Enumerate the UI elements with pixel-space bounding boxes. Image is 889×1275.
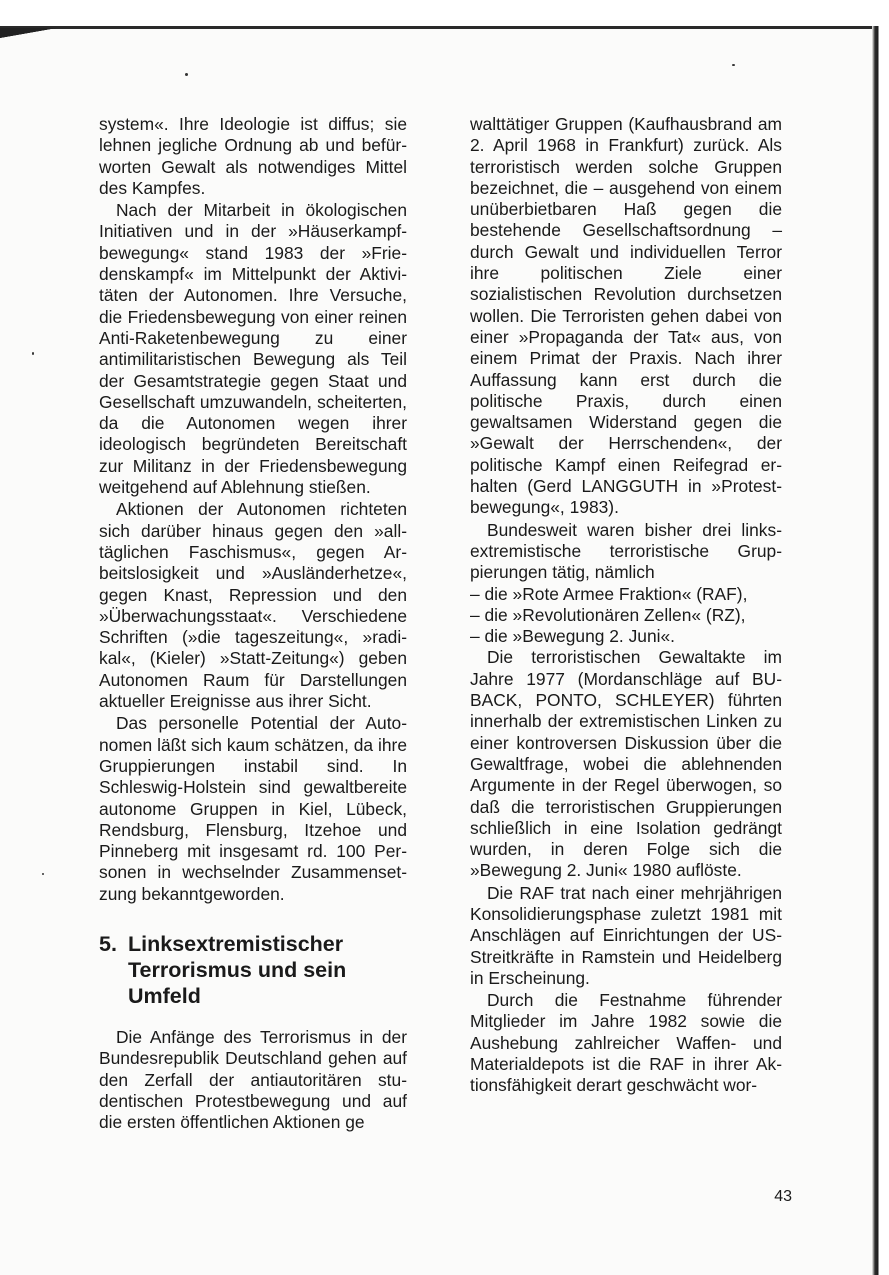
section-heading [99, 931, 407, 1009]
list-item: – die »Rote Armee Fraktion« (RAF), [470, 584, 782, 605]
section-number: 5. [99, 931, 117, 956]
section-title: Linksextremistischer Terrorismus und sein Umfeld [128, 931, 347, 1008]
scan-corner-shadow [0, 28, 70, 44]
paragraph: system«. Ihre Ideologie ist diffus; sie lehnen jegliche Ordnung ab und befürworten Gewalt als notwendiges Mittel des Kampfes. [99, 114, 407, 198]
scan-speck [732, 64, 735, 66]
scan-margin-top [0, 0, 889, 28]
scan-speck [42, 873, 44, 875]
right-column [470, 114, 782, 1097]
paragraph: Das personelle Potential der Autonomen läßt sich kaum schätzen, da ihre Gruppierungen instabil sind. In Schleswig-Holstein sind gewaltbereite autonome Gruppen in Kiel, Lübeck, Rendsburg, Flensburg, Itzehoe und Pinneberg mit insgesamt rd. 100 Personen in wechselnder Zusammensetzung bekanntgeworden. [99, 713, 407, 904]
scan-speck [185, 73, 188, 76]
paragraph: Bundesweit waren bisher drei linksextremistische terroristische Gruppierungen tätig, nämlich [470, 519, 782, 583]
scan-edge-top [0, 26, 874, 29]
paragraph: Nach der Mitarbeit in ökologischen Initiativen und in der »Häuserkampfbewegung« stand 1983 der »Friedenskampf« im Mittelpunkt der Aktivitäten der Autonomen. Ihre Versuche, die Friedensbewegung von einer reinen Anti-Raketenbewegung zu einer antimilitaristischen Bewegung als Teil der Gesamtstrategie gegen Staat und Gesellschaft umzuwandeln, scheiterten, da die Autonomen wegen ihrer ideologisch begründeten Bereitschaft zur Militanz in der Friedensbewegung weitgehend auf Ablehnung stießen. [99, 200, 407, 498]
left-column [99, 114, 407, 1133]
list-item: – die »Bewegung 2. Juni«. [470, 626, 782, 647]
list-item: – die »Revolutionären Zellen« (RZ), [470, 605, 782, 626]
paragraph: Die terroristischen Gewaltakte im Jahre 1977 (Mordanschläge auf BUBACK, PONTO, SCHLEYER) führten innerhalb der extremistischen Linken zu einer kontroversen Diskussion über die Gewaltfrage, wobei die ablehnenden Argumente in der Regel überwogen, so daß die terroristischen Gruppierungen schließlich in eine Isolation gedrängt wurden, in deren Folge sich die »Bewegung 2. Juni« 1980 auflöste. [470, 647, 782, 881]
paragraph: Aktionen der Autonomen richteten sich darüber hinaus gegen den »alltäglichen Faschismus«, gegen Arbeitslosigkeit und »Ausländerhetze«, gegen Knast, Repression und den »Überwachungsstaat«. Verschiedene Schriften (»die tageszeitung«, »radikal«, (Kieler) »Statt-Zeitung«) geben Autonomen Raum für Darstellungen aktueller Ereignisse aus ihrer Sicht. [99, 499, 407, 712]
paragraph: Die Anfänge des Terrorismus in der Bundesrepublik Deutschland gehen auf den Zerfall der antiautoritären studentischen Protestbewegung und auf die ersten öffentlichen Aktionen ge [99, 1026, 407, 1133]
paragraph: Durch die Festnahme führender Mitglieder im Jahre 1982 sowie die Aushebung zahlreicher Waffen- und Materialdepots ist die RAF in ihrer Aktionsfähigkeit derart geschwächt wor- [470, 990, 782, 1096]
paragraph: Die RAF trat nach einer mehrjährigen Konsolidierungsphase zuletzt 1981 mit Anschlägen auf Einrichtungen der US-Streitkräfte in Ramstein und Heidelberg in Erscheinung. [470, 882, 782, 988]
paragraph: walttätiger Gruppen (Kaufhausbrand am 2. April 1968 in Frankfurt) zurück. Als terroristisch werden solche Gruppen bezeichnet, die – ausgehend von einem unüberbietbaren Haß gegen die bestehende Gesellschaftsordnung – durch Gewalt und individuellen Terror ihre politischen Ziele einer sozialistischen Revolution durchsetzen wollen. Die Terroristen gehen dabei von einer »Propaganda der Tat« aus, von einem Primat der Praxis. Nach ihrer Auffassung kann erst durch die politische Praxis, durch einen gewaltsamen Widerstand gegen die »Gewalt der Herrschenden«, der politische Kampf einen Reifegrad erhalten (Gerd LANGGUTH in »Protestbewegung«, 1983). [470, 114, 782, 518]
organization-list [470, 584, 782, 648]
scan-speck [32, 352, 34, 355]
page-number: 43 [774, 1188, 792, 1205]
scan-edge-right [872, 26, 889, 1275]
